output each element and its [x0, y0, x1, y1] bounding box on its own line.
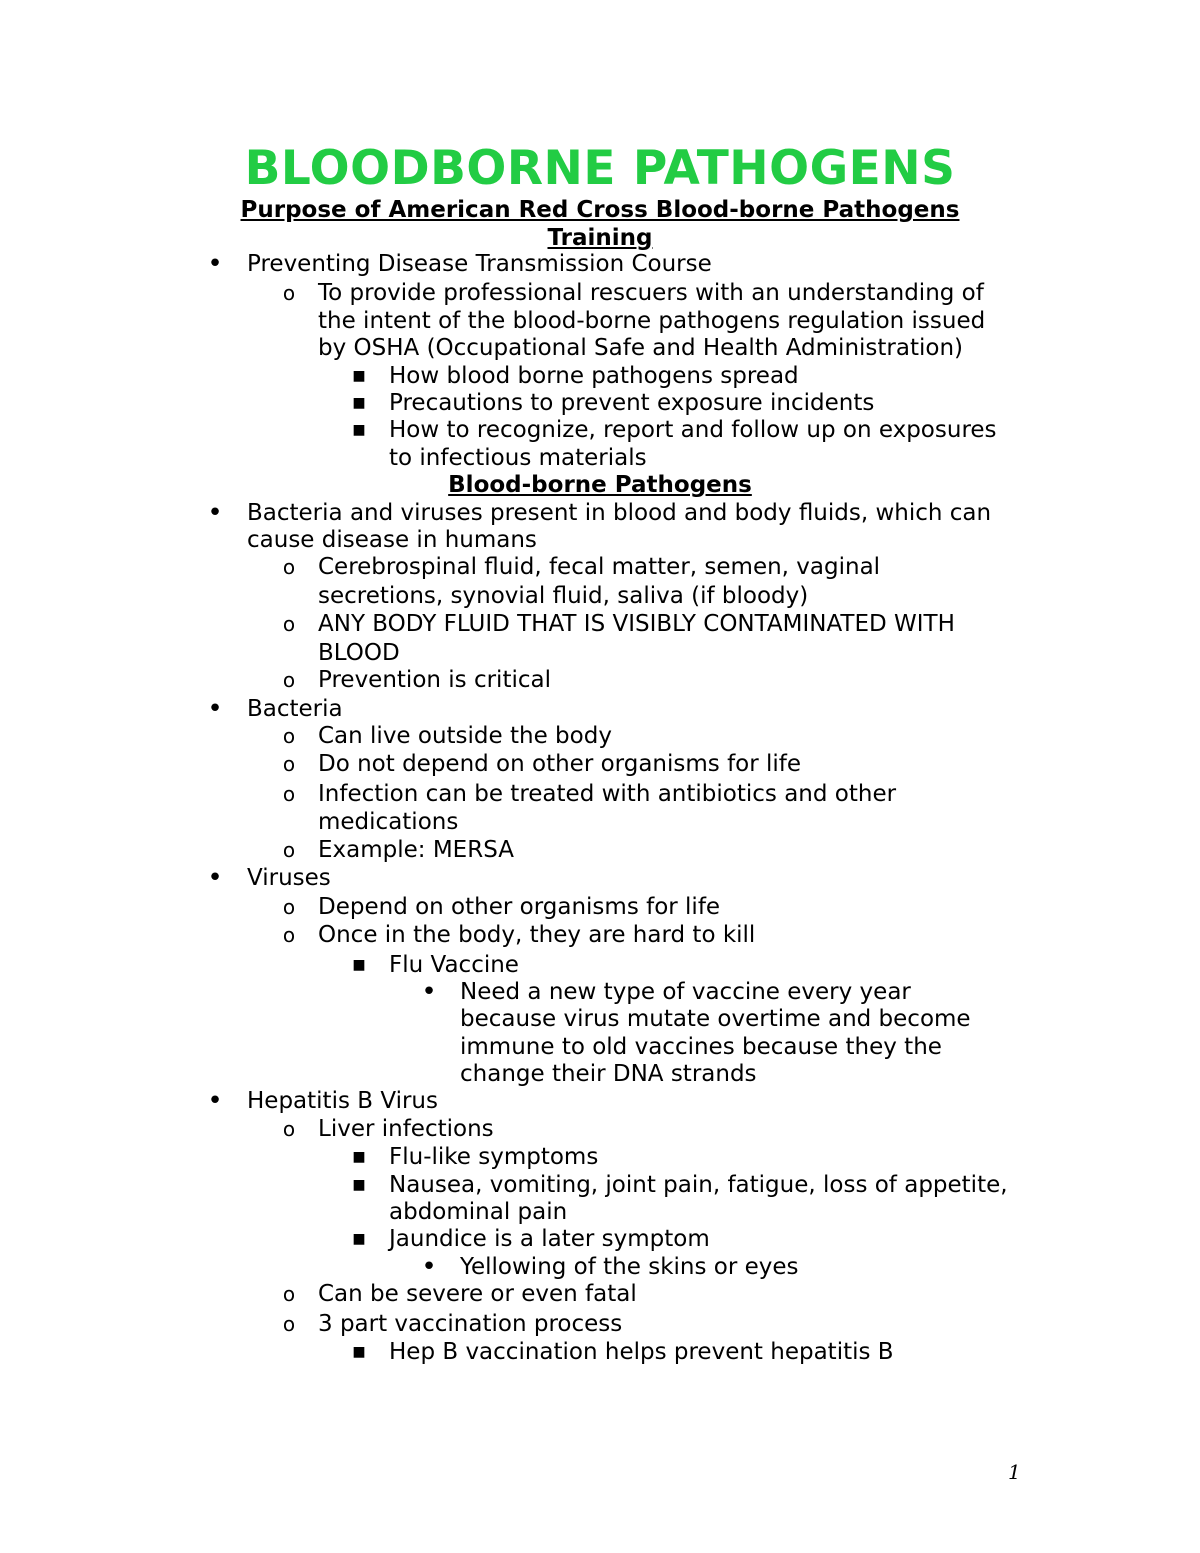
- list-item-nausea-cont: abdominal pain: [389, 1199, 568, 1225]
- section-heading-pathogens: Blood-borne Pathogens: [448, 472, 752, 498]
- bullet-circle-icon: o: [282, 281, 296, 305]
- list-item-recognize-cont: to infectious materials: [389, 445, 647, 471]
- bullet-square-icon: ■: [352, 422, 366, 438]
- bullet-circle-icon: o: [282, 782, 296, 806]
- list-item-flu-detail-cont: immune to old vaccines because they the: [460, 1034, 942, 1060]
- bullet-circle-icon: o: [282, 612, 296, 636]
- list-item-course: Preventing Disease Transmission Course: [247, 251, 712, 277]
- list-item-any-fluid: ANY BODY FLUID THAT IS VISIBLY CONTAMINATED WITH: [318, 611, 955, 637]
- list-item-bact-treat-cont: medications: [318, 809, 459, 835]
- bullet-square-icon: ■: [352, 1344, 366, 1360]
- list-item-purpose-cont: by OSHA (Occupational Safe and Health Administration): [318, 335, 963, 361]
- list-item-flulike: Flu-like symptoms: [389, 1144, 599, 1170]
- list-item-purpose-cont: the intent of the blood-borne pathogens regulation issued: [318, 308, 986, 334]
- list-item-bact-example: Example: MERSA: [318, 837, 514, 863]
- bullet-square-icon: ■: [352, 957, 366, 973]
- bullet-circle-icon: o: [282, 923, 296, 947]
- bullet-circle-icon: o: [282, 895, 296, 919]
- bullet-circle-icon: o: [282, 838, 296, 862]
- list-item-jaundice: Jaundice is a later symptom: [389, 1226, 710, 1252]
- bullet-square-icon: ■: [352, 1177, 366, 1193]
- list-item-bact-live: Can live outside the body: [318, 723, 612, 749]
- list-item-precautions: Precautions to prevent exposure incidents: [389, 390, 875, 416]
- list-item-yellowing: Yellowing of the skins or eyes: [460, 1254, 799, 1280]
- page-number: 1: [1008, 1460, 1021, 1484]
- list-item-flu-detail: Need a new type of vaccine every year: [460, 979, 911, 1005]
- list-item-flu-detail-cont: change their DNA strands: [460, 1061, 757, 1087]
- bullet-dot-icon: •: [207, 863, 223, 893]
- list-item-any-fluid-cont: BLOOD: [318, 640, 400, 666]
- list-item-viruses: Viruses: [247, 865, 331, 891]
- list-item-spread: How blood borne pathogens spread: [389, 363, 799, 389]
- bullet-dot-icon: •: [421, 1252, 437, 1282]
- bullet-dot-icon: •: [207, 1086, 223, 1116]
- bullet-circle-icon: o: [282, 668, 296, 692]
- bullet-square-icon: ■: [352, 368, 366, 384]
- bullet-dot-icon: •: [421, 977, 437, 1007]
- list-item-hepb-vaccination: Hep B vaccination helps prevent hepatitis B: [389, 1339, 894, 1365]
- list-item-definition: Bacteria and viruses present in blood and body fluids, which can: [247, 500, 992, 526]
- bullet-square-icon: ■: [352, 1149, 366, 1165]
- list-item-flu-detail-cont: because virus mutate overtime and become: [460, 1006, 971, 1032]
- bullet-circle-icon: o: [282, 724, 296, 748]
- bullet-circle-icon: o: [282, 752, 296, 776]
- document-title: BLOODBORNE PATHOGENS: [244, 141, 956, 196]
- bullet-dot-icon: •: [207, 498, 223, 528]
- bullet-square-icon: ■: [352, 1231, 366, 1247]
- list-item-vir-depend: Depend on other organisms for life: [318, 894, 721, 920]
- bullet-circle-icon: o: [282, 1117, 296, 1141]
- list-item-prevention: Prevention is critical: [318, 667, 551, 693]
- list-item-severe: Can be severe or even fatal: [318, 1281, 637, 1307]
- list-item-definition-cont: cause disease in humans: [247, 527, 537, 553]
- bullet-dot-icon: •: [207, 694, 223, 724]
- list-item-bact-treat: Infection can be treated with antibiotics and other: [318, 781, 897, 807]
- list-item-vir-kill: Once in the body, they are hard to kill: [318, 922, 756, 948]
- list-item-three-part: 3 part vaccination process: [318, 1311, 623, 1337]
- list-item-liver: Liver infections: [318, 1116, 494, 1142]
- list-item-bact-depend: Do not depend on other organisms for life: [318, 751, 802, 777]
- bullet-dot-icon: •: [207, 249, 223, 279]
- list-item-purpose: To provide professional rescuers with an understanding of: [318, 280, 984, 306]
- section-heading-purpose-cont: Training: [547, 225, 653, 251]
- list-item-fluids: Cerebrospinal fluid, fecal matter, semen, vaginal: [318, 554, 881, 580]
- section-heading-purpose: Purpose of American Red Cross Blood-borne Pathogens: [240, 197, 960, 223]
- bullet-square-icon: ■: [352, 395, 366, 411]
- bullet-circle-icon: o: [282, 1312, 296, 1336]
- list-item-nausea: Nausea, vomiting, joint pain, fatigue, loss of appetite,: [389, 1172, 1008, 1198]
- list-item-fluids-cont: secretions, synovial fluid, saliva (if bloody): [318, 583, 809, 609]
- list-item-recognize: How to recognize, report and follow up on exposures: [389, 417, 997, 443]
- bullet-circle-icon: o: [282, 1282, 296, 1306]
- list-item-bacteria: Bacteria: [247, 696, 343, 722]
- bullet-circle-icon: o: [282, 555, 296, 579]
- list-item-flu-vaccine: Flu Vaccine: [389, 952, 519, 978]
- list-item-hepb: Hepatitis B Virus: [247, 1088, 438, 1114]
